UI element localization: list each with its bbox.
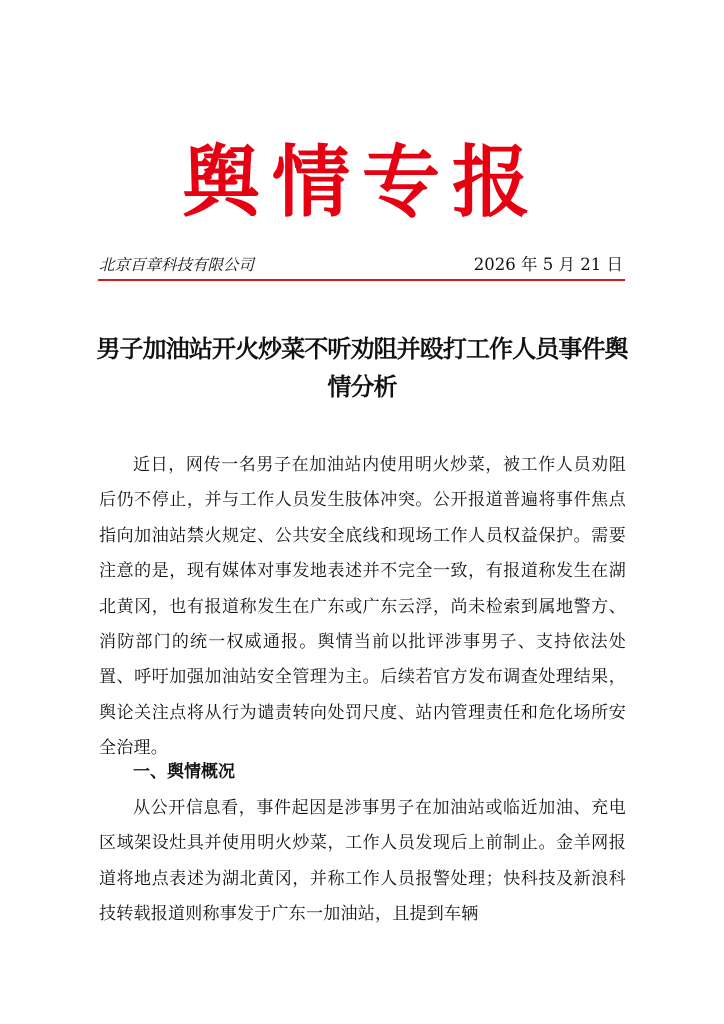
document-title: 男子加油站开火炒菜不听劝阻并殴打工作人员事件舆情分析 [96, 334, 628, 401]
issuer-line [99, 252, 625, 278]
section-heading: 一、舆情概况 [133, 762, 235, 782]
issuer-organization: 北京百章科技有限公司 [99, 256, 255, 274]
header-divider [98, 279, 625, 281]
masthead-title: 舆情专报 [181, 137, 542, 228]
intro-paragraph: 近日，网传一名男子在加油站内使用明火炒菜，被工作人员劝阻后仍不停止，并与工作人员发生肢体冲突。公开报道普遍将事件焦点指向加油站禁火规定、公共安全底线和现场工作人员权益保护。需要注意的是，现有媒体对事发地表述并不完全一致，有报道称发生在湖北黄冈，也有报道称发生在广东或广东云浮，尚未检索到属地警方、消防部门的统一权威通报。舆情当前以批评涉事男子、支持依法处置、呼吁加强加油站安全管理为主。后续若官方发布调查处理结果，舆论关注点将从行为谴责转向处罚尺度、站内管理责任和危化场所安全治理。 [99, 455, 626, 759]
section-paragraph: 从公开信息看，事件起因是涉事男子在加油站或临近加油、充电区域架设灶具并使用明火炒菜，工作人员发现后上前制止。金羊网报道将地点表述为湖北黄冈，并称工作人员报警处理；快科技及新浪科技转载报道则称事发于广东一加油站，且提到车辆 [99, 798, 626, 925]
issue-date: 2026 年 5 月 21 日 [473, 255, 623, 274]
